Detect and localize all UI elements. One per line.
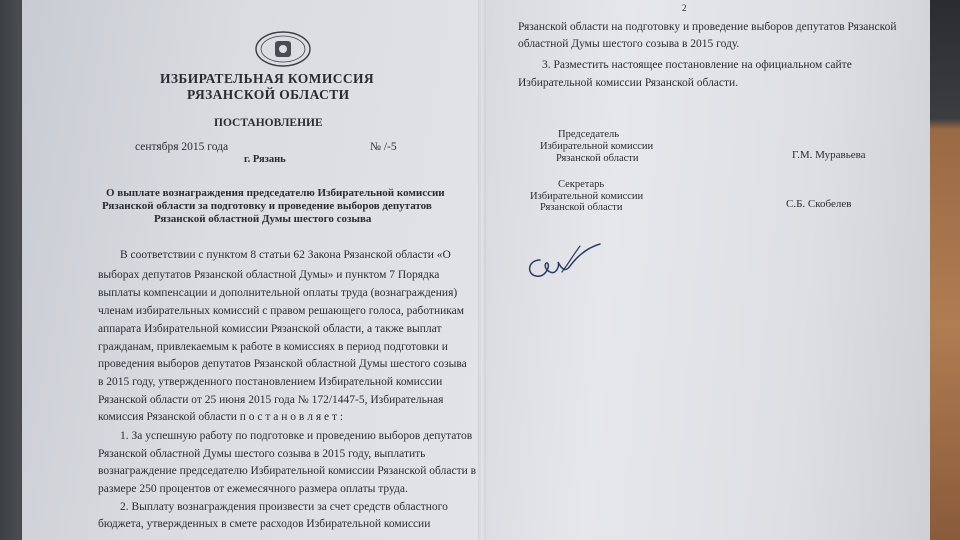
title-line: Рязанской области за подготовку и проведение выборов депутатов <box>102 200 432 212</box>
doc-city: г. Рязань <box>244 154 286 165</box>
org-name-line2: РЯЗАНСКОЙ ОБЛАСТИ <box>187 87 350 102</box>
chair-role: Рязанской области <box>556 153 639 164</box>
item3-line: 3. Разместить настоящее постановление на официальном сайте <box>542 59 852 71</box>
body-line: Рязанской областной Думы шестого созыва в 2015 году, выплатить <box>98 448 426 460</box>
body-line: Рязанской области от 25 июня 2015 года № 172/1447-5, Избирательная <box>98 394 444 406</box>
body-line: выплаты компенсации и дополнительной оплаты труда (вознаграждения) <box>98 287 458 299</box>
chair-name: Г.М. Муравьева <box>792 149 866 161</box>
secretary-name: С.Б. Скобелев <box>786 198 852 210</box>
chair-role: Избирательной комиссии <box>540 141 654 152</box>
body-line: в 2015 году, утвержденного постановлением Избирательной комиссии <box>98 376 443 388</box>
body-line: выборах депутатов Рязанской областной Думы» и пунктом 7 Порядка <box>98 269 440 281</box>
doc-date: сентября 2015 года <box>135 141 229 153</box>
body-line: 1. За успешную работу по подготовке и проведению выборов депутатов <box>120 430 473 442</box>
body-line: В соответствии с пунктом 8 статьи 62 Закона Рязанской области «О <box>120 249 451 261</box>
item3-line: Избирательной комиссии Рязанской области. <box>518 77 739 89</box>
secretary-role: Рязанской области <box>540 202 623 213</box>
continuation-line: Рязанской области на подготовку и проведение выборов депутатов Рязанской <box>518 21 897 33</box>
secretary-role: Избирательной комиссии <box>530 191 644 202</box>
commission-emblem-icon <box>254 30 312 68</box>
handwritten-signature-icon <box>522 238 612 288</box>
secretary-role: Секретарь <box>558 179 605 190</box>
body-line: гражданам, привлекаемым к работе в комиссиях в период подготовки и <box>98 341 448 353</box>
org-name-line1: ИЗБИРАТЕЛЬНАЯ КОМИССИЯ <box>160 71 375 86</box>
page-fold <box>478 0 486 540</box>
body-line: бюджета, утвержденных в смете расходов Избирательной комиссии <box>98 518 431 530</box>
body-line: аппарата Избирательной комиссии Рязанской области, а также выплат <box>98 323 442 335</box>
title-line: Рязанской областной Думы шестого созыва <box>154 213 372 225</box>
title-line: О выплате вознаграждения председателю Избирательной комиссии <box>106 187 445 199</box>
continuation-line: областной Думы шестого созыва в 2015 году. <box>518 38 740 50</box>
page-number: 2 <box>682 3 687 13</box>
body-line: комиссия Рязанской области п о с т а н о в л я е т : <box>98 411 344 423</box>
body-line: членам избирательных комиссий с правом решающего голоса, работникам <box>98 305 465 317</box>
body-line: 2. Выплату вознаграждения произвести за счет средств областного <box>120 501 448 513</box>
body-line: размере 250 процентов от ежемесячного размера оплаты труда. <box>98 483 408 495</box>
chair-role: Председатель <box>558 129 620 140</box>
doc-type: ПОСТАНОВЛЕНИЕ <box>214 117 323 129</box>
document-page-1 <box>22 0 502 540</box>
body-line: вознаграждение председателю Избирательной комиссии Рязанской области в <box>98 465 477 477</box>
body-line: проведения выборов депутатов Рязанской областной Думы шестого созыва <box>98 358 467 370</box>
doc-number: № /-5 <box>370 141 397 153</box>
